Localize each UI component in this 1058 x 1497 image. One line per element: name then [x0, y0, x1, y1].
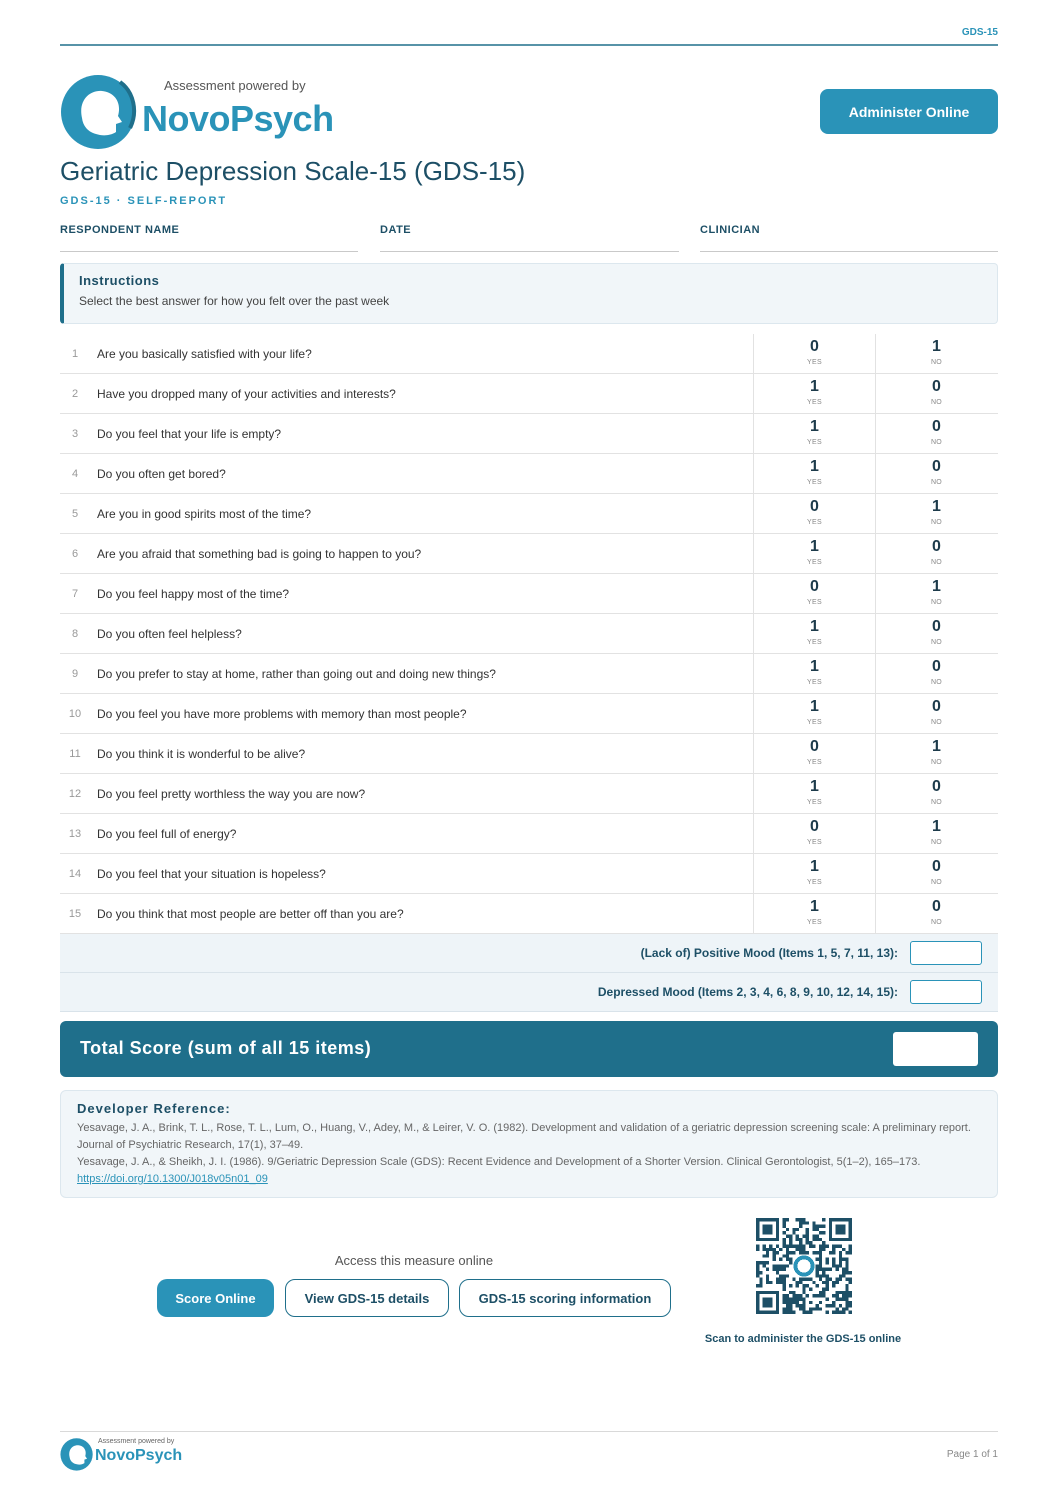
question-text: Do you feel that your situation is hopeless?	[97, 867, 326, 881]
yes-score: 1	[810, 698, 819, 715]
no-option[interactable]	[875, 894, 997, 934]
no-option[interactable]	[875, 454, 997, 494]
footer-logo	[60, 1436, 190, 1472]
no-option[interactable]	[875, 494, 997, 534]
yes-option[interactable]	[753, 734, 875, 774]
question-row	[60, 374, 998, 414]
question-number: 12	[68, 788, 82, 800]
question-number: 11	[69, 748, 81, 760]
question-number: 7	[71, 588, 79, 600]
respondent-name-label: RESPONDENT NAME	[60, 224, 180, 236]
scoring-information-button[interactable]: GDS-15 scoring information	[459, 1279, 671, 1317]
question-text: Are you in good spirits most of the time?	[97, 507, 312, 521]
no-score: 1	[932, 578, 941, 595]
question-row	[60, 494, 998, 534]
yes-label: YES	[807, 479, 822, 486]
question-text: Do you prefer to stay at home, rather than going out and doing new things?	[97, 667, 496, 681]
reference-2: Yesavage, J. A., & Sheikh, J. I. (1986). 9/Geriatric Depression Scale (GDS): Recent Evidence and Development of a Shorter Version. Clinical Gerontologist, 5(1–2), 165–173.	[77, 1156, 921, 1168]
yes-option[interactable]	[753, 894, 875, 934]
instructions-text: Select the best answer for how you felt over the past week	[79, 294, 390, 308]
no-option[interactable]	[875, 334, 997, 374]
total-score-input[interactable]	[893, 1032, 978, 1066]
qr-caption: Scan to administer the GDS-15 online	[704, 1333, 902, 1345]
no-score: 0	[932, 458, 941, 475]
no-label: NO	[930, 479, 943, 486]
developer-reference	[60, 1090, 998, 1198]
yes-label: YES	[807, 919, 822, 926]
yes-score: 0	[810, 578, 819, 595]
yes-label: YES	[807, 719, 822, 726]
no-option[interactable]	[875, 534, 997, 574]
question-row	[60, 454, 998, 494]
yes-score: 1	[810, 778, 819, 795]
no-score: 1	[932, 338, 941, 355]
question-number: 4	[71, 468, 79, 480]
question-text: Are you basically satisfied with your life?	[97, 347, 312, 361]
question-text: Do you feel full of energy?	[97, 827, 237, 841]
question-number: 15	[68, 908, 82, 920]
no-option[interactable]	[875, 694, 997, 734]
question-row	[60, 574, 998, 614]
administer-online-button[interactable]: Administer Online	[820, 89, 998, 134]
yes-option[interactable]	[753, 534, 875, 574]
no-option[interactable]	[875, 734, 997, 774]
page-title: Geriatric Depression Scale-15 (GDS-15)	[60, 156, 526, 186]
yes-label: YES	[807, 839, 822, 846]
question-text: Do you feel you have more problems with memory than most people?	[97, 707, 467, 721]
yes-label: YES	[807, 519, 822, 526]
depressed-mood-row	[60, 973, 998, 1012]
no-score: 0	[932, 538, 941, 555]
question-text: Do you feel happy most of the time?	[97, 587, 290, 601]
depressed-mood-label: Depressed Mood (Items 2, 3, 4, 6, 8, 9, 10, 12, 14, 15):	[597, 985, 898, 999]
no-score: 0	[932, 658, 941, 675]
date-label: DATE	[380, 224, 412, 236]
no-label: NO	[930, 439, 943, 446]
no-label: NO	[930, 519, 943, 526]
no-label: NO	[930, 759, 943, 766]
question-number: 3	[71, 428, 79, 440]
yes-option[interactable]	[753, 414, 875, 454]
positive-mood-score-input[interactable]	[910, 941, 982, 965]
yes-label: YES	[807, 759, 822, 766]
no-score: 1	[932, 738, 941, 755]
question-text: Do you often get bored?	[97, 467, 226, 481]
no-score: 1	[932, 498, 941, 515]
yes-score: 0	[810, 498, 819, 515]
positive-mood-row	[60, 934, 998, 973]
question-row	[60, 894, 998, 934]
yes-option[interactable]	[753, 574, 875, 614]
header-tag: GDS-15	[961, 27, 998, 38]
question-row	[60, 774, 998, 814]
question-row	[60, 694, 998, 734]
no-option[interactable]	[875, 614, 997, 654]
instructions-panel	[60, 263, 998, 324]
question-text: Do you feel pretty worthless the way you are now?	[97, 787, 366, 801]
question-number: 10	[68, 708, 82, 720]
total-score-label: Total Score (sum of all 15 items)	[80, 1038, 372, 1058]
date-field[interactable]	[380, 220, 679, 252]
question-number: 9	[71, 668, 79, 680]
view-details-button[interactable]: View GDS-15 details	[285, 1279, 449, 1317]
no-label: NO	[930, 799, 943, 806]
yes-label: YES	[807, 439, 822, 446]
no-score: 0	[932, 898, 941, 915]
question-number: 1	[71, 348, 79, 360]
question-row	[60, 414, 998, 454]
footer-brand-text: NovoPsych	[95, 1447, 183, 1464]
yes-score: 1	[810, 658, 819, 675]
no-option[interactable]	[875, 814, 997, 854]
positive-mood-label: (Lack of) Positive Mood (Items 1, 5, 7, 11, 13):	[640, 946, 898, 960]
yes-label: YES	[807, 879, 822, 886]
question-text: Have you dropped many of your activities and interests?	[97, 387, 396, 401]
no-score: 1	[932, 818, 941, 835]
question-number: 5	[71, 508, 79, 520]
no-option[interactable]	[875, 374, 997, 414]
yes-option[interactable]	[753, 854, 875, 894]
access-online-label: Access this measure online	[334, 1253, 494, 1268]
yes-score: 1	[810, 898, 819, 915]
question-number: 2	[71, 388, 79, 400]
yes-option[interactable]	[753, 614, 875, 654]
yes-label: YES	[807, 399, 822, 406]
no-label: NO	[930, 359, 943, 366]
no-score: 0	[932, 618, 941, 635]
yes-label: YES	[807, 639, 822, 646]
question-number: 13	[68, 828, 82, 840]
yes-score: 0	[810, 338, 819, 355]
yes-score: 1	[810, 378, 819, 395]
no-score: 0	[932, 698, 941, 715]
reference-doi-link[interactable]: https://doi.org/10.1300/J018v05n01_09	[77, 1173, 268, 1185]
clinician-field[interactable]	[700, 220, 998, 252]
question-row	[60, 654, 998, 694]
clinician-label: CLINICIAN	[700, 224, 761, 236]
question-row	[60, 334, 998, 374]
no-label: NO	[930, 839, 943, 846]
question-list	[60, 334, 998, 934]
yes-option[interactable]	[753, 654, 875, 694]
novopsych-logo	[60, 72, 350, 150]
question-text: Do you often feel helpless?	[97, 627, 242, 641]
yes-option[interactable]	[753, 334, 875, 374]
page-subtitle: GDS-15 · SELF-REPORT	[60, 195, 228, 207]
novopsych-head-icon	[60, 72, 138, 150]
question-text: Do you feel that your life is empty?	[97, 427, 282, 441]
no-label: NO	[930, 879, 943, 886]
yes-score: 1	[810, 458, 819, 475]
yes-score: 1	[810, 618, 819, 635]
no-label: NO	[930, 399, 943, 406]
question-row	[60, 734, 998, 774]
logo-brand-text: NovoPsych	[142, 98, 334, 139]
question-text: Are you afraid that something bad is going to happen to you?	[97, 547, 422, 561]
question-row	[60, 534, 998, 574]
no-option[interactable]	[875, 574, 997, 614]
no-score: 0	[932, 778, 941, 795]
depressed-mood-score-input[interactable]	[910, 980, 982, 1004]
yes-option[interactable]	[753, 494, 875, 534]
score-online-button[interactable]: Score Online	[157, 1279, 274, 1317]
reference-1: Yesavage, J. A., Brink, T. L., Rose, T. L., Lum, O., Huang, V., Adey, M., & Leirer, V. O. (1982). Development and validation of a geriatric depression screening scale: A preliminary report. Journal of Psychiatric Research, 17(1), 37–49.	[77, 1122, 971, 1151]
footer-head-icon	[60, 1437, 94, 1471]
no-option[interactable]	[875, 774, 997, 814]
yes-label: YES	[807, 359, 822, 366]
no-label: NO	[930, 679, 943, 686]
no-score: 0	[932, 418, 941, 435]
yes-label: YES	[807, 799, 822, 806]
no-label: NO	[930, 639, 943, 646]
question-number: 14	[68, 868, 82, 880]
yes-label: YES	[807, 559, 822, 566]
yes-option[interactable]	[753, 774, 875, 814]
yes-label: YES	[807, 599, 822, 606]
yes-option[interactable]	[753, 374, 875, 414]
no-option[interactable]	[875, 414, 997, 454]
yes-score: 1	[810, 418, 819, 435]
logo-powered-text: Assessment powered by	[164, 78, 306, 93]
instructions-title: Instructions	[79, 273, 160, 288]
question-row	[60, 614, 998, 654]
yes-score: 1	[810, 538, 819, 555]
respondent-name-field[interactable]	[60, 220, 358, 252]
question-text: Do you think that most people are better off than you are?	[97, 907, 404, 921]
qr-code[interactable]	[756, 1218, 852, 1314]
yes-option[interactable]	[753, 814, 875, 854]
yes-score: 0	[810, 738, 819, 755]
reference-title: Developer Reference:	[77, 1101, 231, 1116]
no-score: 0	[932, 858, 941, 875]
footer-divider	[60, 1431, 998, 1432]
no-label: NO	[930, 719, 943, 726]
yes-score: 1	[810, 858, 819, 875]
top-divider	[60, 44, 998, 46]
question-number: 8	[71, 628, 79, 640]
no-option[interactable]	[875, 654, 997, 694]
no-score: 0	[932, 378, 941, 395]
yes-score: 0	[810, 818, 819, 835]
no-label: NO	[930, 599, 943, 606]
yes-option[interactable]	[753, 454, 875, 494]
no-label: NO	[930, 919, 943, 926]
total-score-bar	[60, 1021, 998, 1077]
yes-option[interactable]	[753, 694, 875, 734]
footer-powered-text: Assessment powered by	[98, 1438, 175, 1445]
question-row	[60, 854, 998, 894]
yes-label: YES	[807, 679, 822, 686]
question-row	[60, 814, 998, 854]
no-label: NO	[930, 559, 943, 566]
question-text: Do you think it is wonderful to be alive?	[97, 747, 306, 761]
no-option[interactable]	[875, 854, 997, 894]
page-number: Page 1 of 1	[946, 1449, 998, 1460]
question-number: 6	[71, 548, 79, 560]
